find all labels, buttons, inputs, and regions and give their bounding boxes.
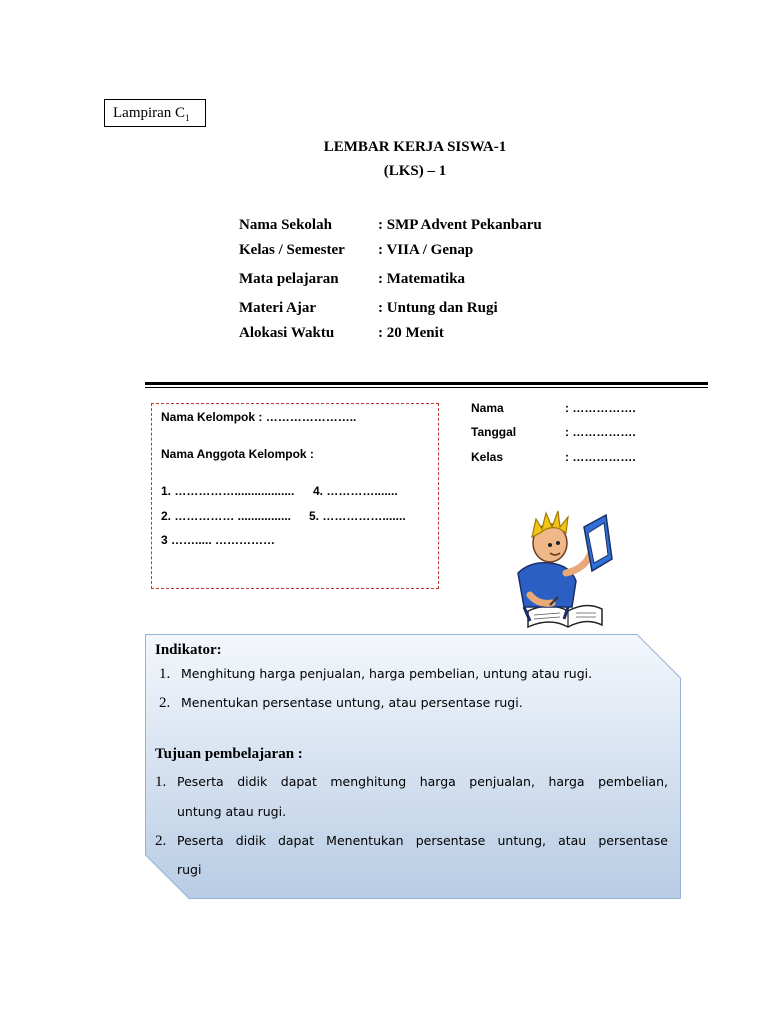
worksheet-subtitle: (LKS) – 1: [383, 163, 447, 179]
group-box: [151, 403, 439, 589]
worksheet-title: LEMBAR KERJA SISWA-1: [323, 139, 507, 155]
student-reading-illustration: [500, 503, 615, 633]
lampiran-label: Lampiran $C_1$: [104, 99, 206, 127]
group-members-label: Nama Anggota Kelompok :: [161, 447, 314, 461]
member-2-field: 2. …………… ................: [161, 509, 292, 523]
member-1-field: 1. ……………..................: [161, 484, 295, 498]
member-3-field: 3 ……..... ……………: [161, 533, 276, 547]
objectives-panel: Indikator: 1. Menghitung harga penjualan, harga pembelian, untung atau rugi. 2. Menentukan persentase untung, atau persentase rugi. Tujuan pembelajaran : 1. Peserta didik dapat menghitung harga penjualan, harga pembelian, untung atau rugi. 2. Peserta didik dapat Menentukan persentase untung, atau persentase rugi: [155, 642, 668, 877]
divider-thick: [145, 382, 708, 385]
indikator-heading: Indikator:: [155, 642, 222, 658]
indikator-item-1: 1. Menghitung harga penjualan, harga pembelian, untung atau rugi.: [159, 666, 593, 682]
indikator-item-2: 2. Menentukan persentase untung, atau persentase rugi.: [159, 695, 523, 711]
divider-thin: [145, 387, 708, 388]
tujuan-heading: Tujuan pembelajaran :: [155, 746, 303, 762]
member-5-field: 5. …………….......: [309, 509, 406, 523]
member-4-field: 4. ………….......: [313, 484, 398, 498]
group-name-field: Nama Kelompok : …………………..: [161, 410, 357, 424]
